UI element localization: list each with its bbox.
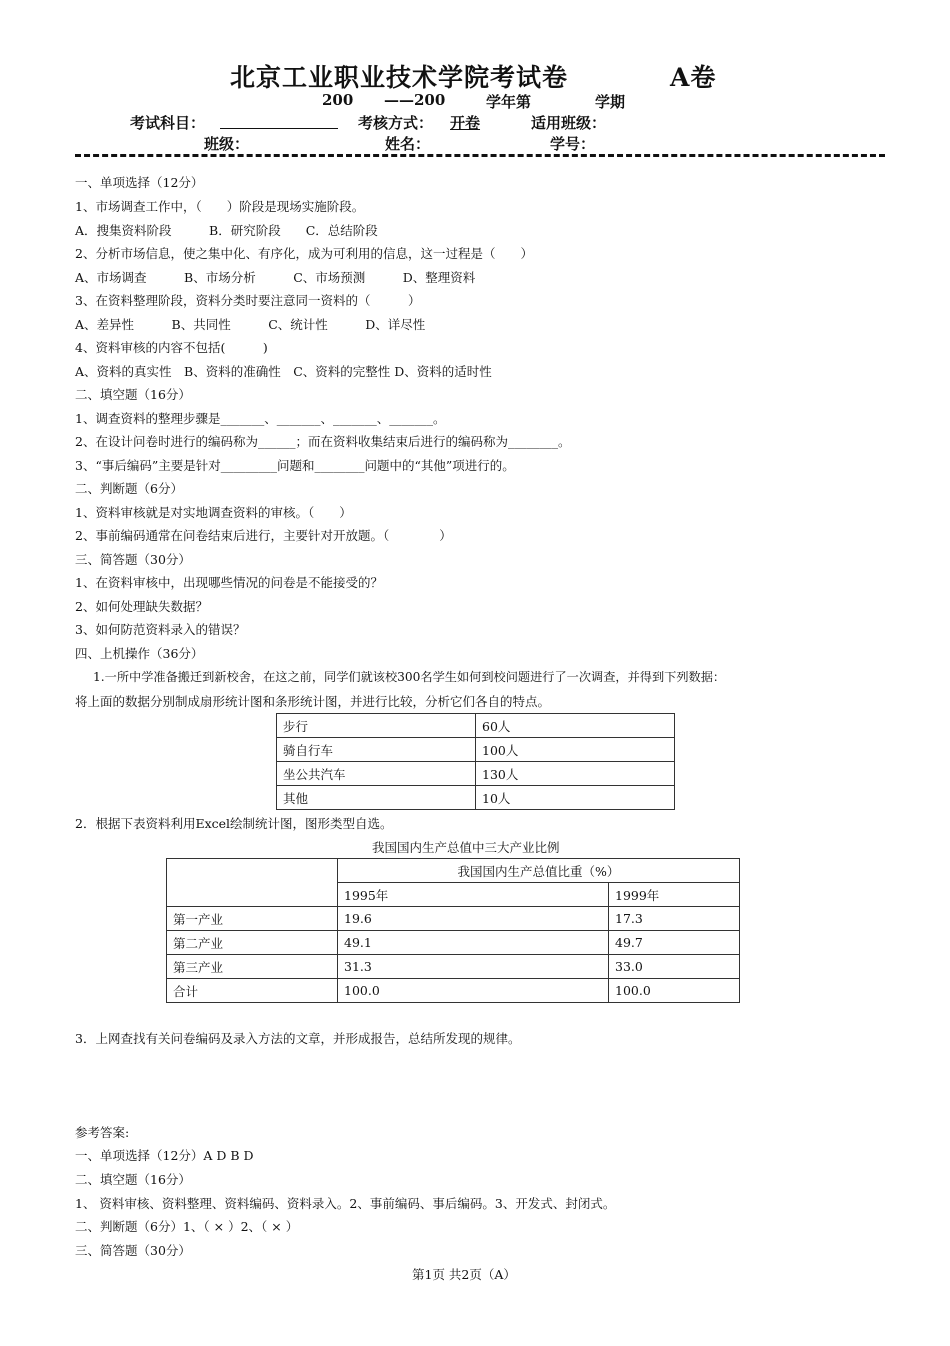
q1-text-line2: 将上面的数据分别制成扇形统计图和条形统计图，并进行比较，分析它们各自的特点。 (75, 694, 551, 709)
question-line: 4、资料审核的内容不包括( ) (75, 340, 268, 355)
table-cell: 100.0 (338, 979, 609, 1003)
table-cell: 60人 (476, 714, 675, 738)
answer-line: 二、判断题（6分）1、（ × ）2、（ × ） (75, 1219, 299, 1234)
page-footer: 第1页 共2页（A） (412, 1267, 516, 1282)
table-cell: 49.1 (338, 931, 609, 955)
table-row (277, 738, 675, 762)
section-heading: 三、简答题（30分） (75, 552, 191, 567)
table-cell: 步行 (277, 714, 476, 738)
q3-text: 3．上网查找有关问卷编码及录入方法的文章，并形成报告，总结所发现的规律。 (75, 1031, 521, 1046)
option-line: A、市场调查 B、市场分析 C、市场预测 D、整理资料 (75, 270, 476, 285)
commute-table (276, 713, 675, 810)
table-cell: 33.0 (609, 955, 740, 979)
student-id-label: 学号： (550, 135, 596, 153)
table-cell: 第三产业 (167, 955, 338, 979)
subject-blank (220, 112, 338, 129)
table-cell: 骑自行车 (277, 738, 476, 762)
class-label: 班级： (204, 135, 250, 153)
section-heading: 一、单项选择（12分） (75, 175, 204, 190)
table-cell: 130人 (476, 762, 675, 786)
table-column-header: 1999年 (609, 883, 740, 907)
table-cell: 第二产业 (167, 931, 338, 955)
answer-line: 一、单项选择（12分）A D B D (75, 1148, 254, 1163)
table-corner-cell (167, 859, 338, 907)
question-line: 2、事前编码通常在问卷结束后进行，主要针对开放题。（ ） (75, 528, 452, 543)
paper-type: A卷 (670, 63, 717, 92)
question-line: 2、分析市场信息，使之集中化、有序化，成为可利用的信息，这一过程是（ ） (75, 246, 533, 261)
section-heading: 二、填空题（16分） (75, 387, 191, 402)
table-cell: 31.3 (338, 955, 609, 979)
option-line: A、差异性 B、共同性 C、统计性 D、详尽性 (75, 317, 426, 332)
cut-line-divider (75, 154, 885, 157)
table-row (167, 859, 740, 883)
term-label: 学期 (595, 93, 626, 111)
table-row (167, 979, 740, 1003)
gdp-table (166, 858, 740, 1003)
method-value: 开卷 (450, 114, 481, 132)
table-cell: 17.3 (609, 907, 740, 931)
table-row (167, 931, 740, 955)
table-group-header: 我国国内生产总值比重（%） (338, 859, 740, 883)
question-line: 3、在资料整理阶段，资料分类时要注意同一资料的（ ） (75, 293, 421, 308)
table-cell: 100.0 (609, 979, 740, 1003)
table-cell: 坐公共汽车 (277, 762, 476, 786)
subject-label: 考试科目： (130, 114, 206, 132)
table-row (277, 714, 675, 738)
table2-caption: 我国国内生产总值中三大产业比例 (372, 840, 560, 855)
q2-text: 2．根据下表资料利用Excel绘制统计图，图形类型自选。 (75, 816, 393, 831)
question-line: 1、在资料审核中，出现哪些情况的问卷是不能接受的？ (75, 575, 383, 590)
answer-line: 二、填空题（16分） (75, 1172, 191, 1187)
table-cell: 49.7 (609, 931, 740, 955)
option-line: A、资料的真实性 B、资料的准确性 C、资料的完整性 D、资料的适时性 (75, 364, 492, 379)
table-row (167, 955, 740, 979)
question-line: 1、资料审核就是对实地调查资料的审核。（ ） (75, 505, 352, 520)
name-label: 姓名： (385, 135, 431, 153)
question-line: 1、市场调查工作中，（ ）阶段是现场实施阶段。 (75, 199, 365, 214)
applicable-class-label: 适用班级： (531, 114, 607, 132)
question-line: 1、调查资料的整理步骤是_______、_______、_______、_______。 (75, 411, 446, 426)
table-column-header: 1995年 (338, 883, 609, 907)
question-line: 3、“事后编码”主要是针对_________问题和________问题中的“其他”项进行的。 (75, 458, 515, 473)
answer-line: 三、简答题（30分） (75, 1243, 191, 1258)
section-heading: 四、上机操作（36分） (75, 646, 204, 661)
table-row (277, 786, 675, 810)
question-line: 2、在设计问卷时进行的编码称为______；而在资料收集结束后进行的编码称为________。 (75, 434, 571, 449)
answers-heading: 参考答案: (75, 1125, 130, 1140)
method-label: 考核方式： (358, 114, 434, 132)
question-line: 3、如何防范资料录入的错误？ (75, 622, 246, 637)
table-row (277, 762, 675, 786)
section-heading: 二、判断题（6分） (75, 481, 183, 496)
question-line: 2、如何处理缺失数据？ (75, 599, 208, 614)
year-label: 学年第 (486, 93, 532, 111)
year-start: 200 (322, 91, 354, 109)
q1-text-line1: 1.一所中学准备搬迁到新校舍，在这之前，同学们就该校300名学生如何到校问题进行了一次调查，并得到下列数据： (93, 670, 726, 684)
table-row (167, 907, 740, 931)
table-cell: 合计 (167, 979, 338, 1003)
table-cell: 其他 (277, 786, 476, 810)
year-end: ——200 (384, 91, 446, 109)
table-cell: 19.6 (338, 907, 609, 931)
table-cell: 100人 (476, 738, 675, 762)
answer-line: 1、 资料审核、资料整理、资料编码、资料录入。2、事前编码、事后编码。3、开发式、封闭式。 (75, 1196, 616, 1211)
option-line: A．搜集资料阶段 B．研究阶段 C．总结阶段 (75, 223, 378, 238)
table-cell: 第一产业 (167, 907, 338, 931)
table-cell: 10人 (476, 786, 675, 810)
exam-title: 北京工业职业技术学院考试卷 (230, 63, 569, 92)
